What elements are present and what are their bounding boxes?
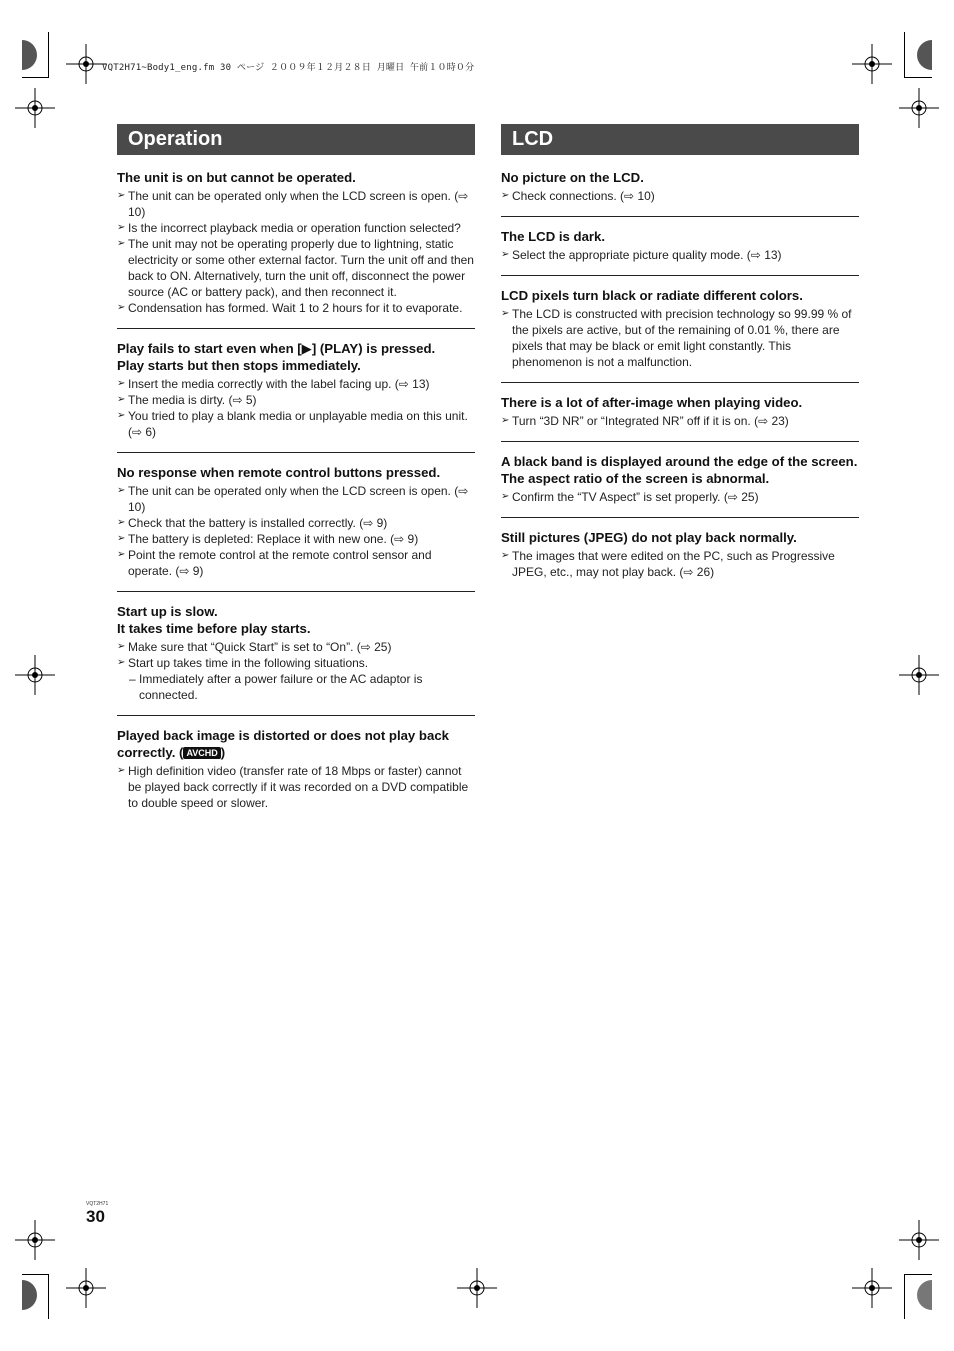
- solution-item: ➢ Turn “3D NR” or “Integrated NR” off if it is on. (⇨ 23): [501, 414, 789, 428]
- section-title-operation: Operation: [117, 124, 475, 155]
- arrow-bullet-icon: ➢: [501, 190, 510, 201]
- solution-item: ➢ The unit can be operated only when the LCD screen is open. (⇨ 10): [117, 484, 469, 514]
- registration-target-icon: [15, 1220, 55, 1260]
- crop-mark: [22, 77, 49, 78]
- operation-column: [117, 124, 475, 826]
- arrow-bullet-icon: ➢: [501, 415, 510, 426]
- solution-item: ➢ Confirm the “TV Aspect” is set properly. (⇨ 25): [501, 490, 759, 504]
- solution-list: [501, 247, 859, 263]
- arrow-bullet-icon: ➢: [501, 550, 510, 561]
- arrow-bullet-icon: ➢: [117, 302, 126, 313]
- crop-mark: [22, 1274, 49, 1275]
- arrow-bullet-icon: ➢: [117, 657, 126, 668]
- issue-title: Played back image is distorted or does not play back correctly. ( AVCHD ): [117, 728, 449, 760]
- arrow-bullet-icon: ➢: [117, 549, 126, 560]
- arrow-bullet-icon: ➢: [501, 491, 510, 502]
- solution-list: [501, 413, 859, 429]
- crop-mark: [904, 1274, 905, 1319]
- registration-target-icon: [66, 1268, 106, 1308]
- issue-title: LCD pixels turn black or radiate different colors.: [501, 288, 803, 303]
- issue-block: [117, 595, 475, 716]
- solution-item: ➢ Start up takes time in the following situations.: [117, 656, 369, 670]
- issue-block: [501, 279, 859, 383]
- crop-mark: [48, 1274, 49, 1319]
- solution-list: [117, 188, 475, 316]
- registration-target-icon: [852, 44, 892, 84]
- solution-sub-item: – Immediately after a power failure or the AC adaptor is connected.: [129, 672, 423, 702]
- solution-item: ➢ Point the remote control at the remote control sensor and operate. (⇨ 9): [117, 548, 432, 578]
- arrow-bullet-icon: ➢: [117, 765, 126, 776]
- solution-item: ➢ The unit can be operated only when the LCD screen is open. (⇨ 10): [117, 189, 469, 219]
- issue-block: [501, 220, 859, 276]
- lcd-column: [501, 124, 859, 595]
- arrow-bullet-icon: ➢: [117, 190, 126, 201]
- crop-mark: [904, 77, 932, 78]
- arrow-bullet-icon: ➢: [117, 238, 126, 249]
- solution-list: [117, 763, 475, 811]
- registration-target-icon: [899, 1220, 939, 1260]
- solution-list: [501, 548, 859, 580]
- issue-title: The LCD is dark.: [501, 229, 606, 244]
- issue-block: [117, 332, 475, 453]
- arrow-bullet-icon: ➢: [117, 533, 126, 544]
- arrow-bullet-icon: ➢: [117, 222, 126, 233]
- solution-item: ➢ Check connections. (⇨ 10): [501, 189, 655, 203]
- arrow-bullet-icon: ➢: [117, 394, 126, 405]
- dash-bullet-icon: –: [129, 672, 136, 686]
- solution-item: ➢ Make sure that “Quick Start” is set to “On”. (⇨ 25): [117, 640, 392, 654]
- registration-target-icon: [457, 1268, 497, 1308]
- arrow-bullet-icon: ➢: [117, 410, 126, 421]
- crop-mark: [904, 1274, 932, 1275]
- solution-item: ➢ Insert the media correctly with the label facing up. (⇨ 13): [117, 377, 430, 391]
- issue-title: Start up is slow. It takes time before play starts.: [117, 604, 311, 636]
- solution-item: ➢ The LCD is constructed with precision technology so 99.99 % of the pixels are active, but of the remaining of 0.01 %, there are pixels that may be black or emit light constantly. This phenomenon is not a malfunction.: [501, 307, 852, 369]
- page-number: 30: [86, 1207, 105, 1226]
- color-wheel-icon: [22, 40, 42, 70]
- solution-item: ➢ The images that were edited on the PC, such as Progressive JPEG, etc., may not play back. (⇨ 26): [501, 549, 835, 579]
- solution-item: ➢ Is the incorrect playback media or operation function selected?: [117, 221, 461, 235]
- solution-item: ➢ The battery is depleted: Replace it with new one. (⇨ 9): [117, 532, 419, 546]
- solution-item: ➢ You tried to play a blank media or unplayable media on this unit. (⇨ 6): [117, 409, 468, 439]
- crop-mark: [904, 32, 905, 77]
- solution-item: ➢ Check that the battery is installed correctly. (⇨ 9): [117, 516, 388, 530]
- crop-mark: [48, 32, 49, 77]
- avchd-badge-icon: AVCHD: [183, 747, 220, 759]
- arrow-bullet-icon: ➢: [501, 308, 510, 319]
- solution-list: [117, 639, 475, 703]
- color-wheel-icon: [912, 1280, 932, 1310]
- issue-title: Still pictures (JPEG) do not play back normally.: [501, 530, 797, 545]
- solution-item: ➢ Condensation has formed. Wait 1 to 2 hours for it to evaporate.: [117, 301, 463, 315]
- issue-block: [501, 521, 859, 592]
- solution-list: [117, 483, 475, 579]
- solution-list: [501, 188, 859, 204]
- arrow-bullet-icon: ➢: [117, 378, 126, 389]
- section-title-lcd: LCD: [501, 124, 859, 155]
- solution-list: [501, 306, 859, 370]
- issue-block: [501, 386, 859, 442]
- color-wheel-icon: [912, 40, 932, 70]
- registration-target-icon: [852, 1268, 892, 1308]
- issue-title: A black band is displayed around the edge of the screen. The aspect ratio of the screen is abnormal.: [501, 454, 858, 486]
- arrow-bullet-icon: ➢: [117, 641, 126, 652]
- arrow-bullet-icon: ➢: [501, 249, 510, 260]
- arrow-bullet-icon: ➢: [117, 485, 126, 496]
- solution-item: ➢ Select the appropriate picture quality mode. (⇨ 13): [501, 248, 782, 262]
- solution-item: ➢ The media is dirty. (⇨ 5): [117, 393, 257, 407]
- color-wheel-icon: [22, 1280, 42, 1310]
- solution-item: ➢ High definition video (transfer rate of 18 Mbps or faster) cannot be played back correctly if it was recorded on a DVD compatible to double speed or slower.: [117, 764, 469, 810]
- issue-block: [501, 445, 859, 518]
- issue-title: There is a lot of after-image when playing video.: [501, 395, 803, 410]
- issue-block: [117, 161, 475, 329]
- arrow-bullet-icon: ➢: [117, 517, 126, 528]
- issue-block: [117, 719, 475, 823]
- registration-target-icon: [66, 44, 106, 84]
- registration-target-icon: [899, 655, 939, 695]
- solution-list: [501, 489, 859, 505]
- page-code: VQT2H71: [86, 1201, 109, 1207]
- solution-list: [117, 376, 475, 440]
- registration-target-icon: [15, 88, 55, 128]
- registration-target-icon: [15, 655, 55, 695]
- issue-block: [117, 456, 475, 592]
- issue-title: The unit is on but cannot be operated.: [117, 170, 356, 185]
- issue-title: No picture on the LCD.: [501, 170, 644, 185]
- issue-block: [501, 161, 859, 217]
- issue-title: Play fails to start even when [▶] (PLAY) is pressed. Play starts but then stops immediately.: [117, 341, 436, 373]
- registration-target-icon: [899, 88, 939, 128]
- print-header: VQT2H71~Body1_eng.fm 30 ページ ２００９年１２月２８日 月曜日 午前１０時０分: [102, 63, 475, 73]
- issue-title: No response when remote control buttons pressed.: [117, 465, 441, 480]
- solution-item: ➢ The unit may not be operating properly due to lightning, static electricity or some other external factor. Turn the unit off and then back to ON. Alternatively, turn the unit off, disconnect the power source (AC or battery pack), and then reconnect it.: [117, 237, 474, 299]
